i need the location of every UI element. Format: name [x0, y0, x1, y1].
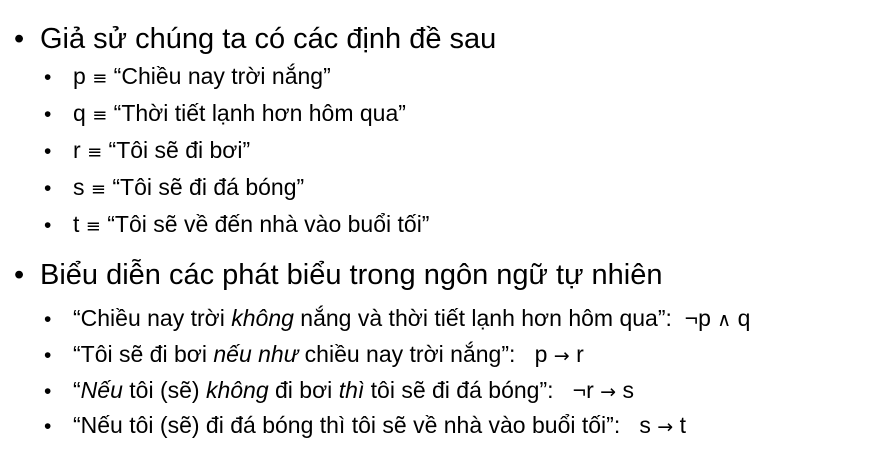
- statement-emphasis: không: [205, 377, 269, 403]
- statement-4: [44, 411, 686, 441]
- statement-text: đi bơi: [268, 377, 339, 403]
- and-operator: ∧: [717, 309, 732, 331]
- prop-var: q: [73, 100, 86, 126]
- implies-operator: →: [600, 381, 617, 403]
- formula-left: s: [639, 412, 651, 438]
- statement-3: [44, 376, 634, 406]
- formula-right: r: [576, 341, 584, 367]
- prop-text: “Tôi sẽ đi bơi”: [108, 137, 251, 163]
- heading-translation: [14, 258, 663, 292]
- formula: [573, 377, 634, 403]
- statement-text: tôi sẽ đi đá bóng”:: [364, 377, 554, 403]
- formula-right: t: [679, 412, 686, 438]
- prop-var: r: [73, 137, 81, 163]
- prop-text: “Chiều nay trời nắng”: [113, 63, 331, 89]
- proposition-t: [44, 210, 429, 241]
- equiv-symbol: ≡: [92, 68, 108, 89]
- statement-text: “: [73, 377, 81, 403]
- statement-text: “Nếu tôi (sẽ) đi đá bóng thì tôi sẽ về nhà vào buổi tối”:: [73, 412, 621, 438]
- implies-operator: →: [553, 345, 570, 367]
- bullet: •: [44, 308, 52, 331]
- statement-emphasis: nếu như: [213, 341, 299, 367]
- heading-propositions: [14, 22, 496, 56]
- formula: [535, 341, 584, 367]
- heading-text: Biểu diễn các phát biểu trong ngôn ngữ tự nhiên: [40, 259, 663, 291]
- formula: [685, 305, 751, 331]
- statement-text: nắng và thời tiết lạnh hơn hôm qua”:: [293, 305, 672, 331]
- statement-1: [44, 304, 750, 334]
- proposition-p: [44, 62, 331, 93]
- formula: [639, 412, 686, 438]
- statement-emphasis: không: [231, 305, 294, 331]
- statement-text: “Chiều nay trời: [73, 305, 232, 331]
- bullet: •: [44, 380, 52, 403]
- bullet: •: [44, 177, 52, 200]
- formula-left: ¬p: [684, 305, 711, 331]
- statement-emphasis: thì: [338, 377, 365, 403]
- equiv-symbol: ≡: [87, 142, 103, 163]
- equiv-symbol: ≡: [90, 179, 106, 200]
- formula-left: ¬r: [572, 377, 594, 403]
- proposition-s: [44, 173, 304, 204]
- formula-left: p: [534, 341, 548, 367]
- prop-text: “Tôi sẽ về đến nhà vào buổi tối”: [107, 211, 430, 237]
- prop-var: p: [73, 63, 86, 89]
- heading-text: Giả sử chúng ta có các định đề sau: [40, 23, 497, 55]
- bullet: •: [44, 103, 52, 126]
- bullet: •: [44, 214, 52, 237]
- prop-var: s: [73, 174, 85, 200]
- statement-2: [44, 340, 584, 370]
- equiv-symbol: ≡: [92, 105, 108, 126]
- prop-text: “Thời tiết lạnh hơn hôm qua”: [113, 100, 406, 126]
- statement-text: tôi (sẽ): [122, 377, 206, 403]
- formula-right: q: [737, 305, 751, 331]
- equiv-symbol: ≡: [85, 216, 101, 237]
- proposition-q: [44, 99, 406, 130]
- formula-right: s: [622, 377, 634, 403]
- bullet: •: [44, 344, 52, 367]
- implies-operator: →: [657, 416, 674, 438]
- bullet: •: [44, 415, 52, 438]
- statement-text: chiều nay trời nắng”:: [298, 341, 516, 367]
- prop-text: “Tôi sẽ đi đá bóng”: [112, 174, 305, 200]
- prop-var: t: [73, 211, 80, 237]
- bullet: •: [14, 259, 25, 291]
- bullet: •: [44, 66, 52, 89]
- statement-emphasis: Nếu: [80, 377, 123, 403]
- bullet: •: [14, 23, 25, 55]
- bullet: •: [44, 140, 52, 163]
- proposition-r: [44, 136, 250, 167]
- statement-text: “Tôi sẽ đi bơi: [73, 341, 214, 367]
